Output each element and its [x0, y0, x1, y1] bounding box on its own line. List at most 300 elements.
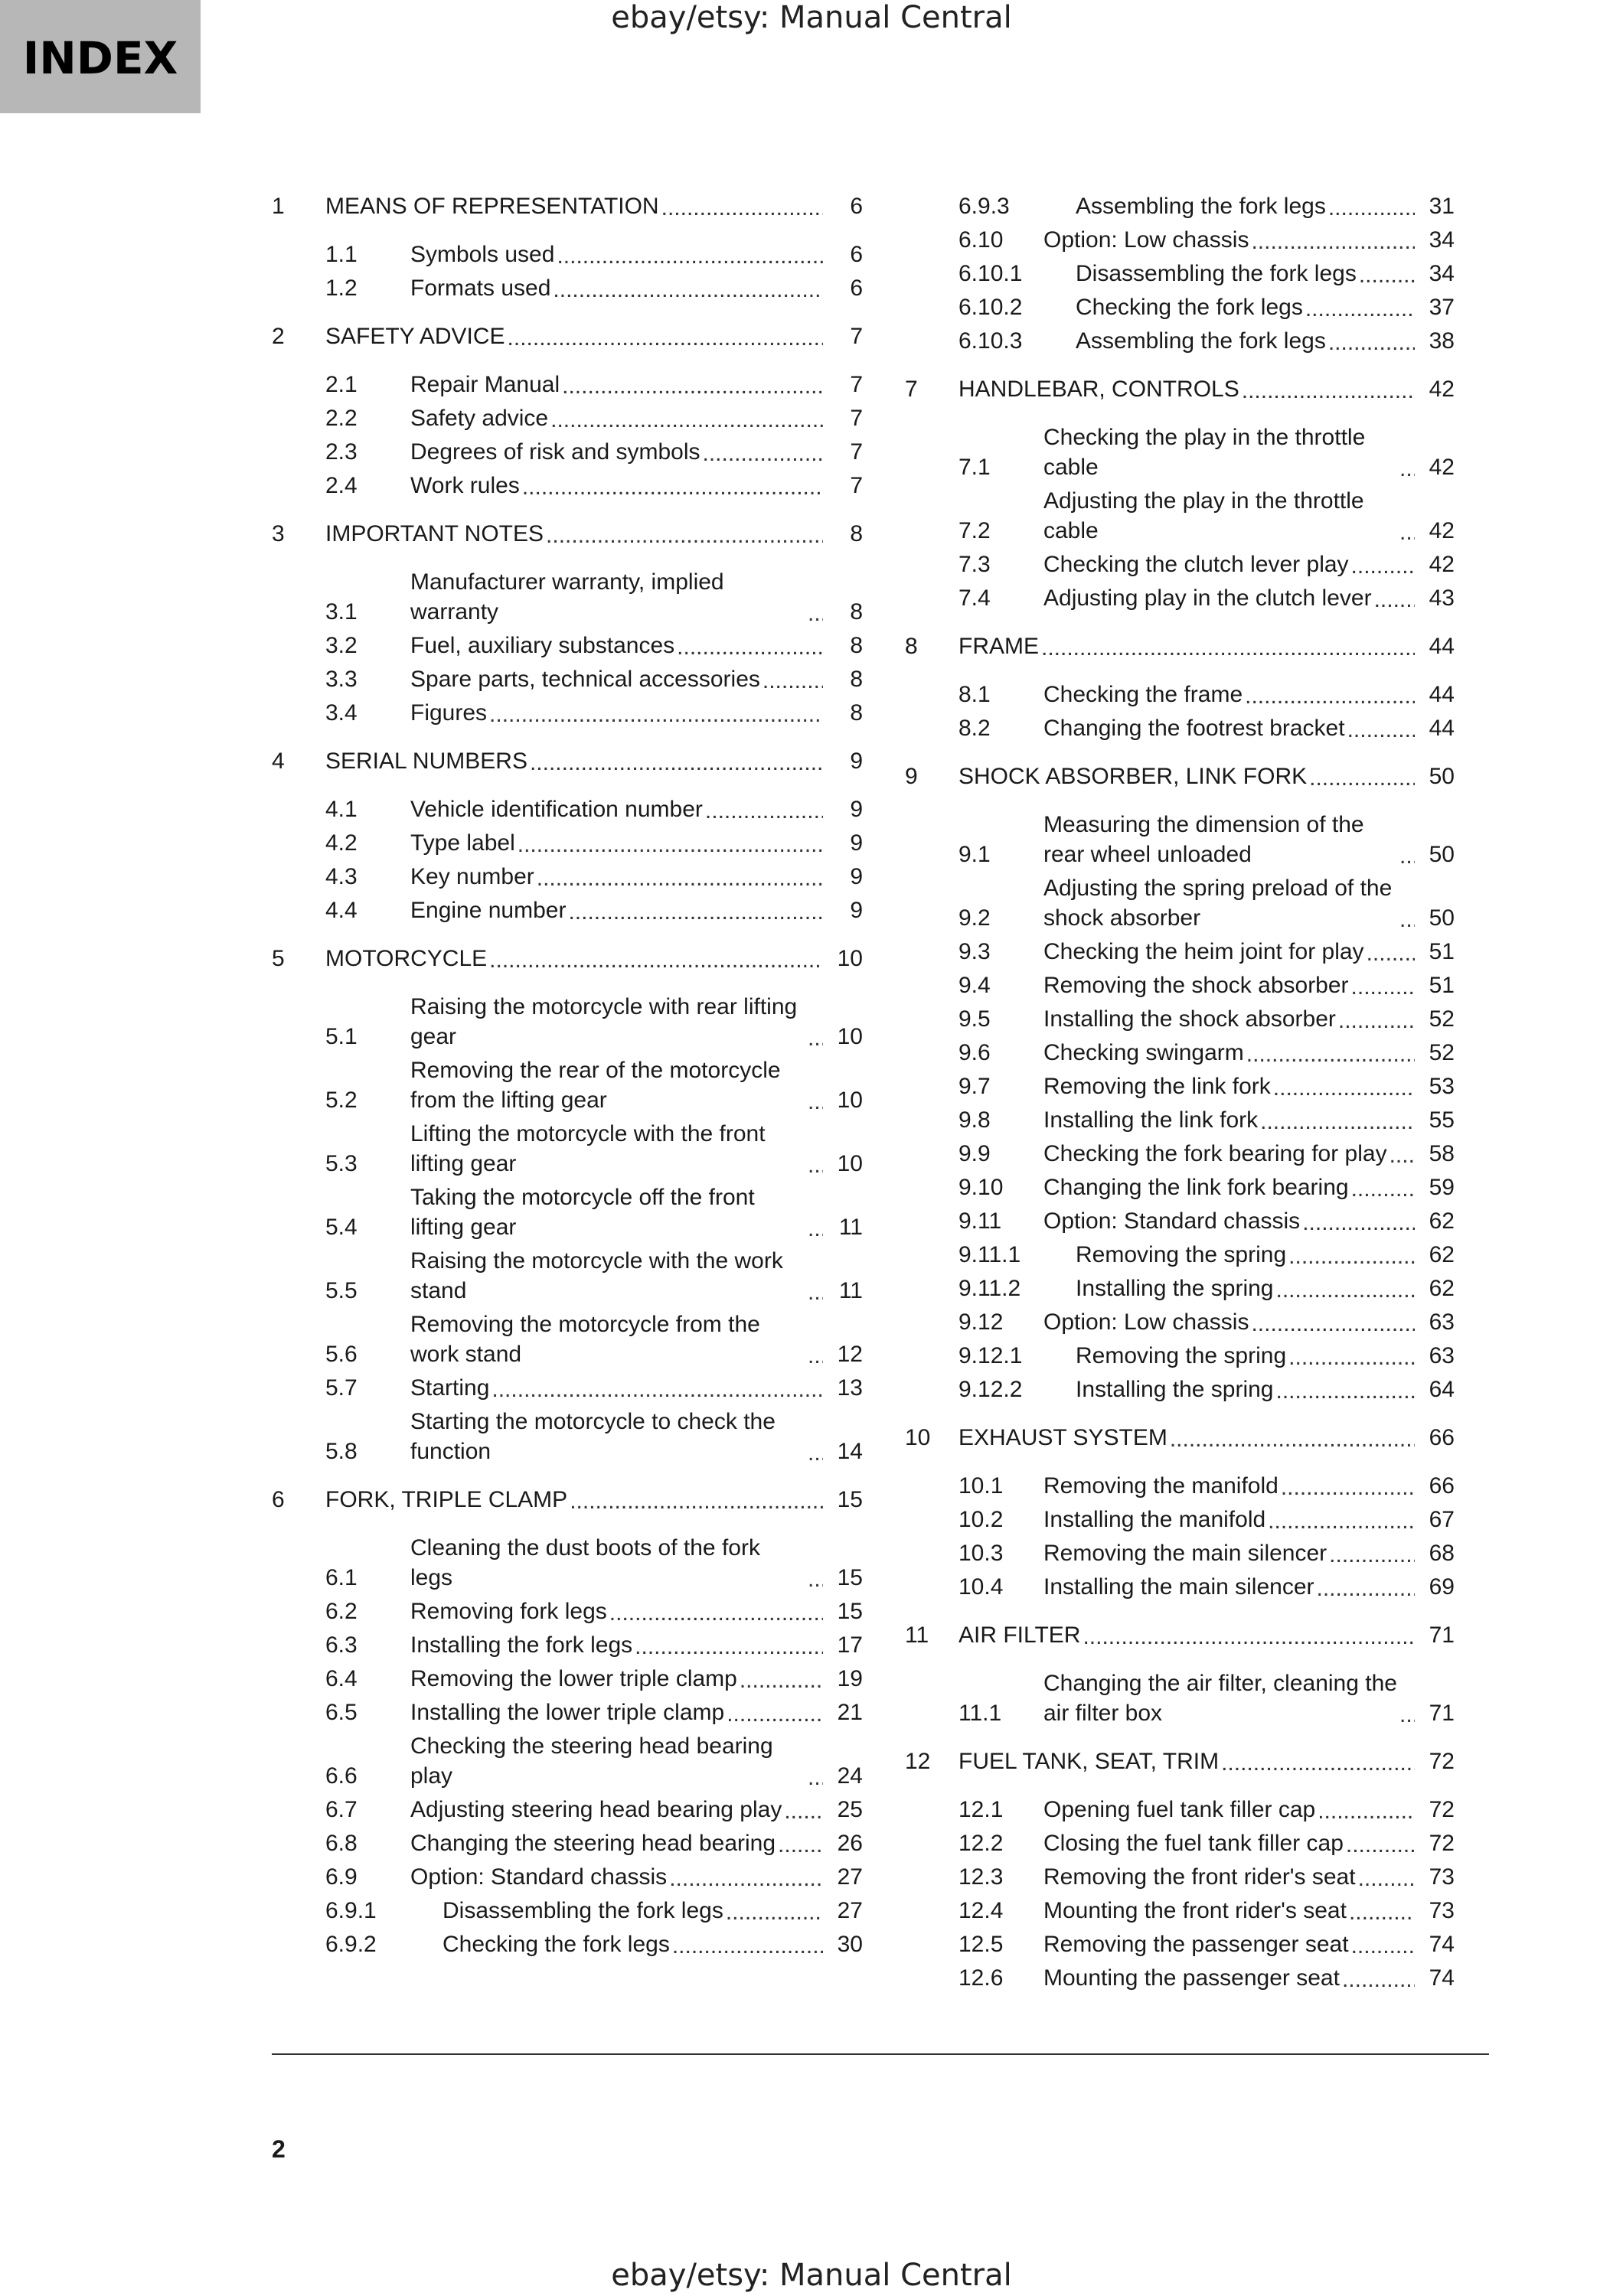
toc-entry-page: 25: [837, 1797, 863, 1822]
toc-leader-dots: [1399, 1707, 1415, 1723]
toc-entry[interactable]: [272, 1828, 863, 1858]
toc-entry-page: 62: [1429, 1276, 1455, 1301]
toc-entry-title: Installing the fork legs: [410, 1632, 633, 1658]
toc-entry[interactable]: [272, 698, 863, 728]
toc-entry-title: Adjusting steering head bearing play: [410, 1797, 782, 1822]
toc-entry-title: Changing the steering head bearing: [410, 1831, 776, 1856]
toc-entry-title: HANDLEBAR, CONTROLS: [958, 377, 1239, 402]
toc-entry[interactable]: [272, 1795, 863, 1825]
toc-entry-number: 10: [905, 1425, 931, 1450]
toc-leader-dots: [778, 1838, 823, 1853]
toc-leader-dots: [1276, 1384, 1416, 1399]
toc-entry-title: Removing the link fork: [1043, 1074, 1271, 1099]
toc-entry-title: Option: Standard chassis: [1043, 1208, 1301, 1234]
toc-leader-dots: [661, 201, 823, 216]
toc-leader-dots: [635, 1639, 823, 1655]
toc-leader-dots: [1390, 1148, 1415, 1163]
toc-leader-dots: [727, 1707, 823, 1722]
toc-entry-title: Taking the motorcycle off the front lifting gear: [410, 1185, 755, 1240]
toc-entry[interactable]: [905, 292, 1455, 322]
toc-entry[interactable]: [905, 1240, 1455, 1270]
toc-leader-dots: [1342, 1972, 1415, 1988]
toc-entry-page: 8: [850, 599, 863, 625]
toc-entry[interactable]: [905, 1341, 1455, 1371]
toc-entry-page: 74: [1429, 1932, 1455, 1957]
toc-entry[interactable]: [905, 873, 1455, 933]
toc-entry-page: 7: [850, 406, 863, 431]
toc-leader-dots: [1246, 1047, 1415, 1062]
toc-entry[interactable]: [905, 326, 1455, 356]
toc-leader-dots: [570, 1494, 823, 1509]
toc-entry-page: 67: [1429, 1507, 1455, 1532]
toc-entry-number: 9.12.2: [958, 1377, 1023, 1402]
toc-leader-dots: [1328, 335, 1415, 351]
toc-leader-dots: [489, 707, 823, 722]
toc-entry-page: 15: [837, 1565, 863, 1590]
toc-entry[interactable]: [272, 944, 863, 974]
toc-entry-title: Disassembling the fork legs: [442, 1898, 723, 1923]
toc-entry-title: Starting: [410, 1375, 490, 1401]
toc-entry-page: 15: [837, 1487, 863, 1512]
toc-leader-dots: [489, 953, 823, 968]
toc-entry[interactable]: [272, 273, 863, 303]
toc-entry[interactable]: [905, 583, 1455, 613]
toc-entry-number: 9.11.1: [958, 1242, 1021, 1267]
toc-leader-dots: [808, 1770, 823, 1786]
toc-entry-page: 69: [1429, 1574, 1455, 1600]
toc-leader-dots: [1309, 771, 1415, 786]
toc-entry-page: 42: [1429, 552, 1455, 577]
toc-entry-title: Closing the fuel tank filler cap: [1043, 1831, 1344, 1856]
toc-leader-dots: [763, 673, 823, 689]
toc-entry-title: IMPORTANT NOTES: [325, 521, 544, 546]
toc-entry-number: 3.2: [325, 633, 358, 658]
toc-entry-number: 7.3: [958, 552, 991, 577]
toc-entry[interactable]: [272, 519, 863, 549]
toc-entry[interactable]: [905, 1274, 1455, 1303]
toc-leader-dots: [808, 606, 823, 621]
toc-entry-number: 9.12: [958, 1309, 1004, 1335]
toc-leader-dots: [508, 331, 823, 346]
toc-entry[interactable]: [272, 1731, 863, 1791]
toc-entry-number: 5.8: [325, 1439, 358, 1464]
toc-entry-page: 50: [1429, 905, 1455, 931]
toc-entry[interactable]: [272, 992, 863, 1052]
page-number: 2: [272, 2135, 286, 2163]
toc-leader-dots: [1318, 1804, 1415, 1819]
toc-entry-title: MEANS OF REPRESENTATION: [325, 194, 659, 219]
toc-entry-title: AIR FILTER: [958, 1623, 1081, 1648]
toc-leader-dots: [808, 1031, 823, 1046]
toc-entry[interactable]: [272, 1485, 863, 1515]
toc-entry-title: SHOCK ABSORBER, LINK FORK: [958, 764, 1308, 789]
toc-entry-title: Degrees of risk and symbols: [410, 439, 700, 465]
toc-leader-dots: [522, 480, 823, 495]
toc-entry[interactable]: [272, 1929, 863, 1959]
toc-leader-dots: [550, 413, 823, 428]
toc-entry-number: 6.10.2: [958, 295, 1023, 320]
toc-entry[interactable]: [272, 240, 863, 269]
toc-leader-dots: [1359, 268, 1415, 283]
toc-leader-dots: [1273, 1081, 1415, 1096]
toc-entry-page: 38: [1429, 328, 1455, 354]
toc-entry-page: 74: [1429, 1965, 1455, 1991]
toc-entry-page: 73: [1429, 1864, 1455, 1890]
toc-leader-dots: [1346, 1838, 1415, 1853]
toc-entry-page: 9: [850, 797, 863, 822]
toc-leader-dots: [1317, 1581, 1415, 1596]
toc-entry-number: 3.4: [325, 700, 358, 726]
toc-entry-title: Removing the motorcycle from the work stand: [410, 1312, 760, 1367]
toc-entry-number: 12.1: [958, 1797, 1004, 1822]
toc-entry-page: 68: [1429, 1541, 1455, 1566]
toc-entry-page: 62: [1429, 1208, 1455, 1234]
toc-entry-page: 17: [837, 1632, 863, 1658]
toc-entry-title: Symbols used: [410, 242, 555, 267]
toc-leader-dots: [1374, 592, 1415, 608]
toc-entry-title: Removing the spring: [1076, 1343, 1287, 1368]
toc-entry-page: 71: [1429, 1701, 1455, 1726]
toc-entry[interactable]: [272, 895, 863, 925]
toc-entry-page: 55: [1429, 1107, 1455, 1133]
toc-entry[interactable]: [905, 810, 1455, 869]
toc-entry-number: 12.4: [958, 1898, 1004, 1923]
toc-entry-title: Adjusting the play in the throttle cable: [1043, 488, 1364, 543]
toc-entry-title: Checking the clutch lever play: [1043, 552, 1349, 577]
toc-entry[interactable]: [905, 1746, 1455, 1776]
toc-entry-title: EXHAUST SYSTEM: [958, 1425, 1167, 1450]
toc-entry-title: Manufacturer warranty, implied warranty: [410, 569, 724, 625]
toc-entry[interactable]: [272, 437, 863, 467]
toc-entry-title: Spare parts, technical accessories: [410, 667, 760, 692]
toc-entry-number: 1.1: [325, 242, 358, 267]
toc-entry[interactable]: [272, 1407, 863, 1466]
toc-entry-number: 6.9: [325, 1864, 358, 1890]
toc-entry-title: Changing the link fork bearing: [1043, 1175, 1349, 1200]
toc-entry-page: 63: [1429, 1343, 1455, 1368]
toc-entry-number: 9.8: [958, 1107, 991, 1133]
toc-entry-page: 15: [837, 1599, 863, 1624]
toc-entry-title: Checking swingarm: [1043, 1040, 1244, 1065]
toc-entry-title: FUEL TANK, SEAT, TRIM: [958, 1749, 1220, 1774]
toc-entry-number: 6.6: [325, 1763, 358, 1789]
toc-entry[interactable]: [905, 550, 1455, 579]
toc-entry[interactable]: [905, 1471, 1455, 1501]
toc-entry-number: 8.1: [958, 682, 991, 707]
toc-leader-dots: [537, 871, 823, 886]
toc-entry[interactable]: [272, 471, 863, 501]
toc-entry-number: 6: [272, 1487, 285, 1512]
toc-entry[interactable]: [905, 374, 1455, 404]
toc-entry-page: 6: [850, 276, 863, 301]
toc-leader-dots: [1351, 980, 1415, 995]
toc-entry[interactable]: [905, 631, 1455, 661]
toc-entry-number: 8: [905, 634, 918, 659]
toc-entry-title: Removing the shock absorber: [1043, 973, 1349, 998]
toc-entry[interactable]: [272, 1373, 863, 1403]
toc-entry-page: 53: [1429, 1074, 1455, 1099]
toc-entry-title: Changing the air filter, cleaning the air filter box: [1043, 1671, 1397, 1726]
toc-entry-number: 9.1: [958, 842, 991, 867]
toc-entry-title: Removing the lower triple clamp: [410, 1666, 737, 1691]
toc-leader-dots: [703, 446, 824, 461]
toc-entry-title: Type label: [410, 830, 515, 856]
toc-entry-number: 2.4: [325, 473, 358, 498]
toc-leader-dots: [726, 1905, 823, 1920]
toc-entry-page: 50: [1429, 764, 1455, 789]
toc-entry[interactable]: [272, 1698, 863, 1727]
toc-entry-title: MOTORCYCLE: [325, 946, 488, 971]
toc-entry[interactable]: [905, 1572, 1455, 1602]
toc-entry[interactable]: [272, 403, 863, 433]
toc-entry[interactable]: [272, 828, 863, 858]
toc-entry-title: Checking the heim joint for play: [1043, 939, 1364, 964]
toc-entry-page: 73: [1429, 1898, 1455, 1923]
toc-entry-title: Lifting the motorcycle with the front lifting gear: [410, 1121, 766, 1176]
toc-entry-page: 8: [850, 521, 863, 546]
toc-entry[interactable]: [905, 1038, 1455, 1068]
toc-entry-title: Adjusting the spring preload of the shock absorber: [1043, 876, 1393, 931]
toc-entry-page: 66: [1429, 1425, 1455, 1450]
toc-entry[interactable]: [905, 1896, 1455, 1926]
toc-leader-dots: [553, 282, 823, 298]
toc-leader-dots: [557, 249, 823, 264]
toc-entry[interactable]: [272, 1309, 863, 1369]
toc-entry-number: 6.9.2: [325, 1932, 377, 1957]
toc-entry[interactable]: [272, 567, 863, 627]
toc-entry-title: Checking the fork bearing for play: [1043, 1141, 1387, 1166]
toc-leader-dots: [1349, 1905, 1415, 1920]
toc-leader-dots: [1281, 1480, 1415, 1495]
toc-entry-title: Removing the manifold: [1043, 1473, 1278, 1499]
toc-entry-page: 6: [850, 194, 863, 219]
toc-leader-dots: [1242, 383, 1415, 399]
toc-entry[interactable]: [272, 631, 863, 660]
toc-entry-title: Work rules: [410, 473, 520, 498]
toc-entry-title: Installing the lower triple clamp: [410, 1700, 725, 1725]
toc-entry-number: 9.6: [958, 1040, 991, 1065]
toc-entry-number: 2.3: [325, 439, 358, 465]
toc-entry-title: Safety advice: [410, 406, 549, 431]
toc-entry-number: 8.2: [958, 716, 991, 741]
toc-entry-page: 59: [1429, 1175, 1455, 1200]
toc-entry-number: 7.1: [958, 455, 991, 480]
toc-entry-title: SAFETY ADVICE: [325, 324, 505, 349]
toc-entry[interactable]: [905, 225, 1455, 255]
toc-entry-number: 7: [905, 377, 918, 402]
toc-entry-title: Installing the shock absorber: [1043, 1006, 1336, 1032]
toc-leader-dots: [1083, 1629, 1415, 1645]
toc-entry-number: 1: [272, 194, 285, 219]
toc-entry-title: Installing the manifold: [1043, 1507, 1266, 1532]
toc-leader-dots: [1288, 1249, 1415, 1264]
toc-entry[interactable]: [272, 1246, 863, 1306]
toc-entry-number: 6.10.1: [958, 261, 1023, 286]
toc-leader-dots: [672, 1939, 823, 1954]
toc-entry[interactable]: [905, 1505, 1455, 1534]
toc-entry-number: 1.2: [325, 276, 358, 301]
toc-entry-number: 6.5: [325, 1700, 358, 1725]
toc-entry[interactable]: [905, 1795, 1455, 1825]
toc-entry-page: 27: [837, 1898, 863, 1923]
toc-leader-dots: [808, 1158, 823, 1173]
toc-entry-page: 43: [1429, 585, 1455, 611]
toc-entry-page: 7: [850, 439, 863, 465]
toc-entry-number: 9.2: [958, 905, 991, 931]
toc-entry[interactable]: [905, 1172, 1455, 1202]
toc-entry-number: 7.2: [958, 518, 991, 543]
toc-entry-page: 34: [1429, 261, 1455, 286]
toc-leader-dots: [669, 1871, 823, 1887]
toc-entry-title: Vehicle identification number: [410, 797, 703, 822]
toc-entry-page: 50: [1429, 842, 1455, 867]
toc-entry[interactable]: [272, 191, 863, 221]
toc-leader-dots: [609, 1606, 823, 1621]
toc-entry-number: 2.2: [325, 406, 358, 431]
toc-entry[interactable]: [905, 1206, 1455, 1236]
toc-entry[interactable]: [272, 1182, 863, 1242]
toc-leader-dots: [1351, 1939, 1415, 1954]
toc-entry[interactable]: [905, 191, 1455, 221]
toc-entry-title: Option: Standard chassis: [410, 1864, 668, 1890]
toc-entry-number: 6.10: [958, 227, 1004, 253]
toc-entry[interactable]: [905, 1862, 1455, 1892]
toc-entry-title: FORK, TRIPLE CLAMP: [325, 1487, 568, 1512]
toc-entry-page: 51: [1429, 939, 1455, 964]
toc-entry[interactable]: [905, 1071, 1455, 1101]
toc-entry[interactable]: [905, 1668, 1455, 1728]
toc-entry-page: 52: [1429, 1006, 1455, 1032]
toc-entry[interactable]: [905, 1105, 1455, 1135]
toc-entry[interactable]: [905, 762, 1455, 791]
toc-entry[interactable]: [905, 1620, 1455, 1650]
toc-leader-dots: [1041, 641, 1415, 656]
toc-entry[interactable]: [905, 422, 1455, 482]
toc-entry-number: 6.1: [325, 1565, 358, 1590]
toc-entry-page: 51: [1429, 973, 1455, 998]
toc-entry[interactable]: [272, 370, 863, 400]
toc-entry[interactable]: [905, 259, 1455, 289]
toc-entry-number: 6.8: [325, 1831, 358, 1856]
toc-leader-dots: [1329, 1548, 1415, 1563]
toc-entry-title: Assembling the fork legs: [1076, 328, 1326, 354]
toc-entry[interactable]: [905, 1004, 1455, 1034]
toc-entry-number: 9.12.1: [958, 1343, 1023, 1368]
toc-entry[interactable]: [905, 1963, 1455, 1993]
toc-entry-page: 8: [850, 633, 863, 658]
toc-entry[interactable]: [272, 1119, 863, 1179]
toc-entry[interactable]: [272, 1533, 863, 1593]
toc-leader-dots: [1302, 1215, 1415, 1231]
toc-entry-title: Removing the front rider's seat: [1043, 1864, 1356, 1890]
toc-entry[interactable]: [272, 1596, 863, 1626]
toc-entry-number: 10.3: [958, 1541, 1004, 1566]
toc-entry-title: Adjusting play in the clutch lever: [1043, 585, 1372, 611]
toc-entry[interactable]: [905, 486, 1455, 546]
toc-entry-number: 11: [905, 1623, 929, 1648]
toc-entry[interactable]: [272, 1862, 863, 1892]
toc-entry-number: 10.1: [958, 1473, 1004, 1499]
toc-entry-number: 6.9.1: [325, 1898, 377, 1923]
toc-entry[interactable]: [272, 746, 863, 776]
toc-entry[interactable]: [905, 1538, 1455, 1568]
toc-entry[interactable]: [905, 680, 1455, 709]
toc-entry-page: 30: [837, 1932, 863, 1957]
toc-entry-number: 9.4: [958, 973, 991, 998]
toc-entry[interactable]: [272, 1896, 863, 1926]
toc-entry-page: 52: [1429, 1040, 1455, 1065]
toc-entry[interactable]: [905, 1423, 1455, 1453]
toc-entry-title: Mounting the passenger seat: [1043, 1965, 1340, 1991]
toc-entry-page: 44: [1429, 716, 1455, 741]
toc-right-column: [905, 191, 1455, 1993]
toc-entry[interactable]: [272, 1664, 863, 1694]
toc-entry-page: 9: [850, 748, 863, 774]
toc-entry[interactable]: [905, 1375, 1455, 1404]
toc-leader-dots: [740, 1673, 823, 1688]
toc-leader-dots: [1347, 722, 1415, 738]
toc-entry[interactable]: [905, 1139, 1455, 1169]
toc-entry-title: Fuel, auxiliary substances: [410, 633, 675, 658]
toc-entry-title: Installing the spring: [1076, 1377, 1274, 1402]
toc-entry-page: 31: [1429, 194, 1455, 219]
toc-entry[interactable]: [905, 713, 1455, 743]
toc-entry-number: 3.1: [325, 599, 358, 625]
toc-leader-dots: [1170, 1432, 1415, 1447]
toc-entry-title: Removing fork legs: [410, 1599, 607, 1624]
toc-leader-dots: [1399, 461, 1415, 477]
toc-entry-title: Checking the steering head bearing play: [410, 1733, 773, 1789]
toc-entry-title: Engine number: [410, 898, 567, 923]
toc-entry-number: 6.7: [325, 1797, 358, 1822]
toc-leader-dots: [491, 1382, 823, 1397]
toc-entry-title: Removing the passenger seat: [1043, 1932, 1349, 1957]
toc-entry[interactable]: [905, 1929, 1455, 1959]
toc-entry[interactable]: [272, 664, 863, 694]
toc-leader-dots: [1251, 234, 1415, 249]
toc-leader-dots: [808, 1349, 823, 1364]
toc-entry-title: Mounting the front rider's seat: [1043, 1898, 1347, 1923]
toc-entry[interactable]: [272, 321, 863, 351]
toc-entry-page: 37: [1429, 295, 1455, 320]
toc-entry[interactable]: [272, 1055, 863, 1115]
toc-entry-page: 10: [837, 946, 863, 971]
toc-entry[interactable]: [272, 794, 863, 824]
toc-entry-number: 5.2: [325, 1088, 358, 1113]
toc-entry-page: 14: [837, 1439, 863, 1464]
toc-entry-number: 12.2: [958, 1831, 1004, 1856]
toc-leader-dots: [1328, 201, 1415, 216]
toc-entry-number: 12.5: [958, 1932, 1004, 1957]
toc-entry-number: 9: [905, 764, 918, 789]
toc-entry-number: 4.1: [325, 797, 358, 822]
toc-entry-number: 12.3: [958, 1864, 1004, 1890]
toc-entry[interactable]: [272, 1630, 863, 1660]
toc-entry-page: 44: [1429, 634, 1455, 659]
toc-entry[interactable]: [905, 970, 1455, 1000]
toc-entry-number: 11.1: [958, 1701, 1002, 1726]
toc-leader-dots: [530, 755, 823, 771]
toc-entry-page: 10: [837, 1024, 863, 1049]
toc-entry-page: 9: [850, 898, 863, 923]
toc-entry[interactable]: [272, 862, 863, 892]
toc-leader-dots: [1221, 1756, 1415, 1771]
toc-entry[interactable]: [905, 937, 1455, 967]
toc-entry[interactable]: [905, 1828, 1455, 1858]
toc-leader-dots: [1251, 1316, 1415, 1332]
toc-entry-number: 9.11: [958, 1208, 1002, 1234]
toc-entry[interactable]: [905, 1307, 1455, 1337]
